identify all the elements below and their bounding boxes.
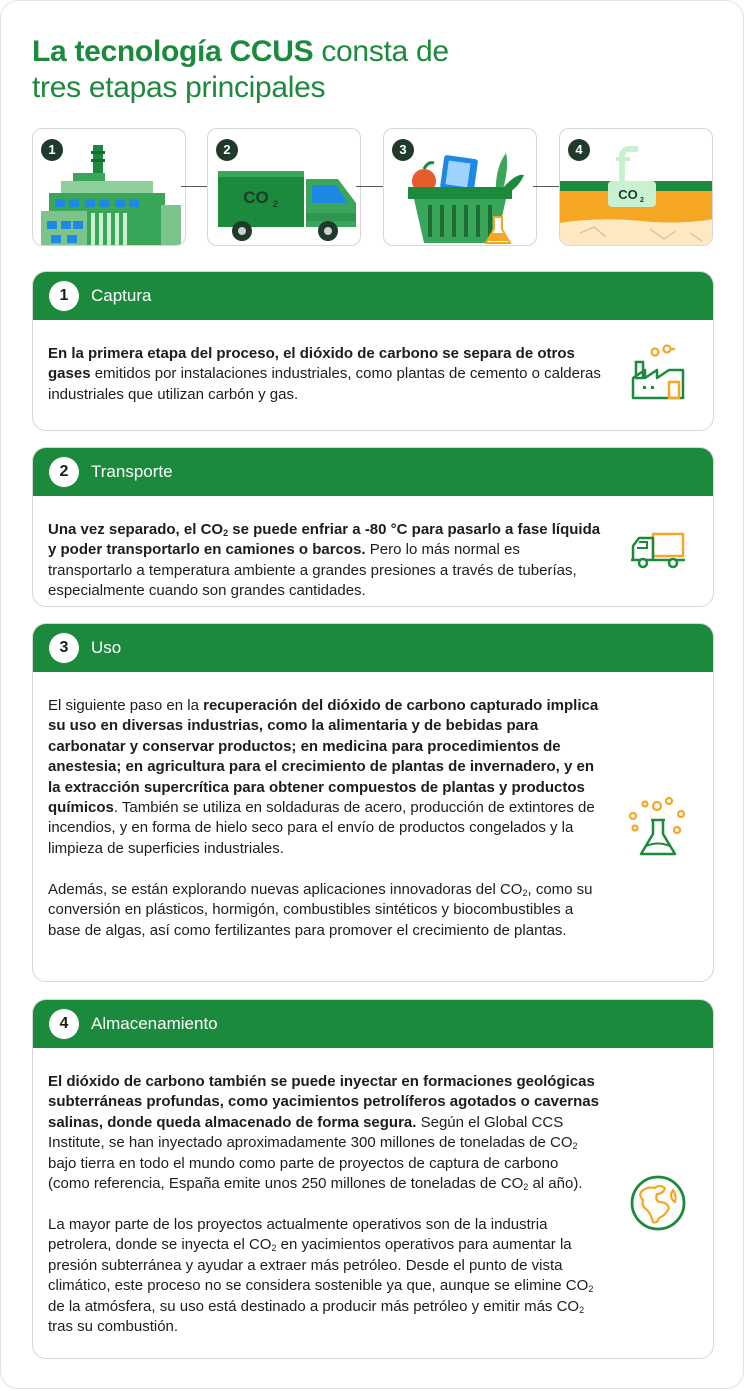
text-run: 2 — [522, 887, 528, 898]
text-run: El dióxido de carbono también se puede inyectar en formaciones geológicas subterráneas profundas, como yacimientos petrolíferos agotados o cavernas salinas, donde queda almacenado de forma segura. — [48, 1073, 599, 1131]
section-header — [33, 448, 713, 496]
paragraph — [48, 880, 604, 941]
step-number: 1 — [41, 139, 63, 161]
text-run: Además, se están explorando nuevas aplicaciones innovadoras del CO — [48, 880, 523, 898]
section-capture — [32, 271, 714, 431]
text-run: recuperación del dióxido de carbono capturado implica su uso en diversas industrias, como la alimentaria y de bebidas para carbonatar y conservar productos; en medicina para procedimientos de anestesia; en agricultura para el crecimiento de plantas de invernadero, y en la extracción supercrítica para obtener compuestos de plantas y productos químicos — [48, 697, 599, 817]
paragraph — [48, 1215, 604, 1337]
section-header — [33, 1000, 713, 1048]
step-card-transport — [207, 128, 361, 246]
text-run: , como su conversión en plásticos, hormigón, combustibles sintéticos y biocombustibles a base de algas, así como fertilizantes para promover el crecimiento de plantas. — [48, 880, 593, 939]
section-title: Almacenamiento — [91, 1014, 218, 1033]
step-number: 3 — [392, 139, 414, 161]
section-header — [33, 272, 713, 320]
text-run: 2 — [223, 528, 229, 538]
globe-icon — [629, 1174, 687, 1232]
section-header — [33, 624, 713, 672]
section-text — [48, 520, 604, 602]
text-run: Una vez separado, el CO — [48, 521, 224, 538]
text-run: de la atmósfera, su uso está destinado a producir más petróleo y emitir más CO — [48, 1297, 580, 1315]
text-run: tras su combustión. — [48, 1317, 179, 1335]
text-run: . También se utiliza en soldaduras de acero, producción de extintores de incendios, y en forma de hielo seco para el envío de productos congelados y la limpieza de superficies industriales. — [48, 799, 595, 857]
section-text — [48, 696, 604, 941]
flask-icon — [629, 796, 687, 858]
paragraph — [48, 1072, 604, 1194]
section-transport — [32, 447, 714, 607]
text-run: bajo tierra en todo el mundo como parte de proyectos de captura de carbono (como referencia, España emite unos 250 millones de toneladas de CO — [48, 1154, 559, 1193]
svg-text:2: 2 — [273, 199, 279, 209]
text-run: se puede enfriar a -80 °C para pasarlo a fase líquida y poder transportarlo en camiones o barcos. — [48, 521, 601, 559]
section-number: 3 — [49, 633, 79, 663]
factory-icon — [629, 344, 687, 402]
truck-icon — [629, 530, 687, 570]
paragraph — [48, 520, 604, 602]
text-run: 2 — [579, 1304, 585, 1315]
text-run: 2 — [271, 1243, 277, 1254]
svg-text:CO: CO — [618, 187, 638, 202]
text-run: al año). — [528, 1175, 583, 1193]
text-run: En la primera etapa del proceso, el dióxido de carbono se separa de otros gases — [48, 345, 575, 383]
section-number: 1 — [49, 281, 79, 311]
text-run: emitidos por instalaciones industriales, como plantas de cemento o calderas industriales que utilizan carbón y gas. — [48, 365, 601, 403]
text-run: en yacimientos operativos para aumentar la presión subterránea y ayudar a extraer más petróleo. Desde el punto de vista climático, este proceso no se considera sostenible ya que, aunque se elimine CO — [48, 1236, 589, 1295]
section-number: 4 — [49, 1009, 79, 1039]
step-card-capture — [32, 128, 186, 246]
section-title: Transporte — [91, 462, 173, 481]
paragraph — [48, 344, 604, 405]
section-title: Uso — [91, 638, 122, 657]
text-run: 2 — [572, 1141, 578, 1152]
page-title: La tecnología CCUS consta de tres etapas principales — [32, 35, 449, 104]
section-title: Captura — [91, 286, 152, 305]
section-use — [32, 623, 714, 982]
text-run: El siguiente paso en la — [48, 697, 204, 714]
text-run: 2 — [523, 1182, 529, 1193]
section-text — [48, 1072, 604, 1337]
section-storage — [32, 999, 714, 1359]
text-run: 2 — [588, 1284, 594, 1295]
step-number: 2 — [216, 139, 238, 161]
step-card-storage — [559, 128, 713, 246]
section-text — [48, 344, 604, 405]
text-run: Pero lo más normal es transportarlo a temperatura ambiente a grandes presiones a través de tuberías, especialmente cuando son grandes cantidades. — [48, 541, 577, 600]
step-card-use — [383, 128, 537, 246]
svg-text:2: 2 — [640, 197, 644, 204]
text-run: La mayor parte de los proyectos actualmente operativos son de la industria petrolera, donde se inyecta el CO — [48, 1215, 548, 1254]
section-number: 2 — [49, 457, 79, 487]
paragraph — [48, 696, 604, 859]
text-run: Según el Global CCS Institute, se han inyectado aproximadamente 300 millones de toneladas de CO — [48, 1113, 573, 1152]
step-number: 4 — [568, 139, 590, 161]
svg-text:CO: CO — [243, 188, 269, 207]
